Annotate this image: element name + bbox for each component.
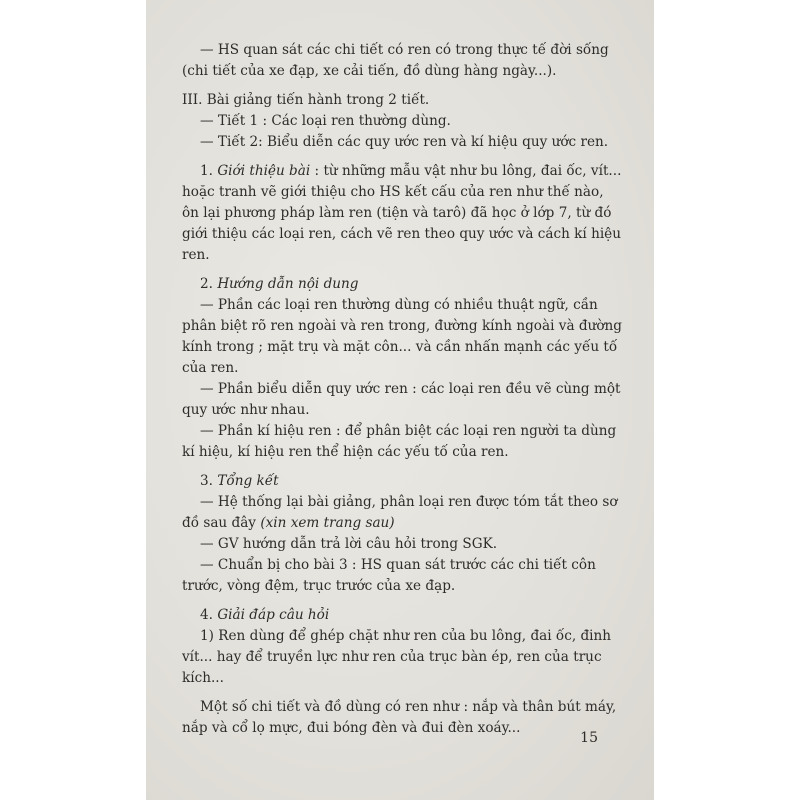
summary-note: (xin xem trang sau) (260, 515, 395, 531)
section-introduction (182, 161, 624, 266)
summary-item-questions: — GV hướng dẫn trả lời câu hỏi trong SGK. (200, 536, 498, 552)
section-text: : từ những mẫu vật như bu lông, đai ốc, vít... hoặc tranh vẽ giới thiệu cho HS kết cấu của ren như thế nào, ôn lại phương pháp làm ren (tiện và tarô) đã học ở lớp 7, từ đó giới thiệu các loại ren, cách vẽ ren theo quy ước và cách kí hiệu ren. (182, 163, 622, 263)
section-title: Giải đáp câu hỏi (217, 607, 330, 623)
section-number: 1. (200, 163, 213, 179)
section-guidance-heading (182, 274, 624, 295)
section-summary-heading (182, 471, 624, 492)
guidance-item-symbols: — Phần kí hiệu ren : để phân biệt các loại ren người ta dùng kí hiệu, kí hiệu ren thể hiện các yếu tố của ren. (182, 423, 617, 460)
section-title: Giới thiệu bài (217, 163, 311, 179)
section-number: 2. (200, 276, 213, 292)
summary-item-prepare: — Chuẩn bị cho bài 3 : HS quan sát trước các chi tiết côn trước, vòng đệm, trục trước của xe đạp. (182, 557, 596, 594)
answer-item-examples: Một số chi tiết và đồ dùng có ren như : nắp và thân bút máy, nắp và cổ lọ mực, đui bóng đèn và đui đèn xoáy... (182, 699, 617, 736)
section-answers-heading (182, 605, 624, 626)
section-title: Tổng kết (217, 473, 279, 489)
guidance-item-thread-types: — Phần các loại ren thường dùng có nhiều thuật ngữ, cần phân biệt rõ ren ngoài và ren trong, đường kính ngoài và đường kính trong ; mặt trụ và mặt côn... và cần nhấn mạnh các yếu tố của ren. (182, 297, 622, 376)
book-page (146, 0, 654, 800)
summary-text: — Hệ thống lại bài giảng, phân loại ren được tóm tắt theo sơ đồ sau đây (182, 494, 618, 531)
paragraph-period-2: — Tiết 2: Biểu diễn các quy ước ren và kí hiệu quy ước ren. (200, 134, 609, 150)
section-number: 4. (200, 607, 213, 623)
section-title: Hướng dẫn nội dung (217, 276, 359, 292)
paragraph-lesson-periods: III. Bài giảng tiến hành trong 2 tiết. (182, 92, 430, 108)
section-number: 3. (200, 473, 213, 489)
answer-item-1: 1) Ren dùng để ghép chặt như ren của bu lông, đai ốc, đinh vít... hay để truyền lực như ren của trục bàn ép, ren của trục kích... (182, 628, 612, 686)
guidance-item-convention: — Phần biểu diễn quy ước ren : các loại ren đều vẽ cùng một quy ước như nhau. (182, 381, 621, 418)
paragraph-hs-observe: — HS quan sát các chi tiết có ren có trong thực tế đời sống (chi tiết của xe đạp, xe cải tiến, đồ dùng hàng ngày...). (182, 42, 609, 79)
page-number: 15 (580, 730, 598, 746)
paragraph-period-1: — Tiết 1 : Các loại ren thường dùng. (200, 113, 451, 129)
summary-item-system (182, 492, 624, 534)
